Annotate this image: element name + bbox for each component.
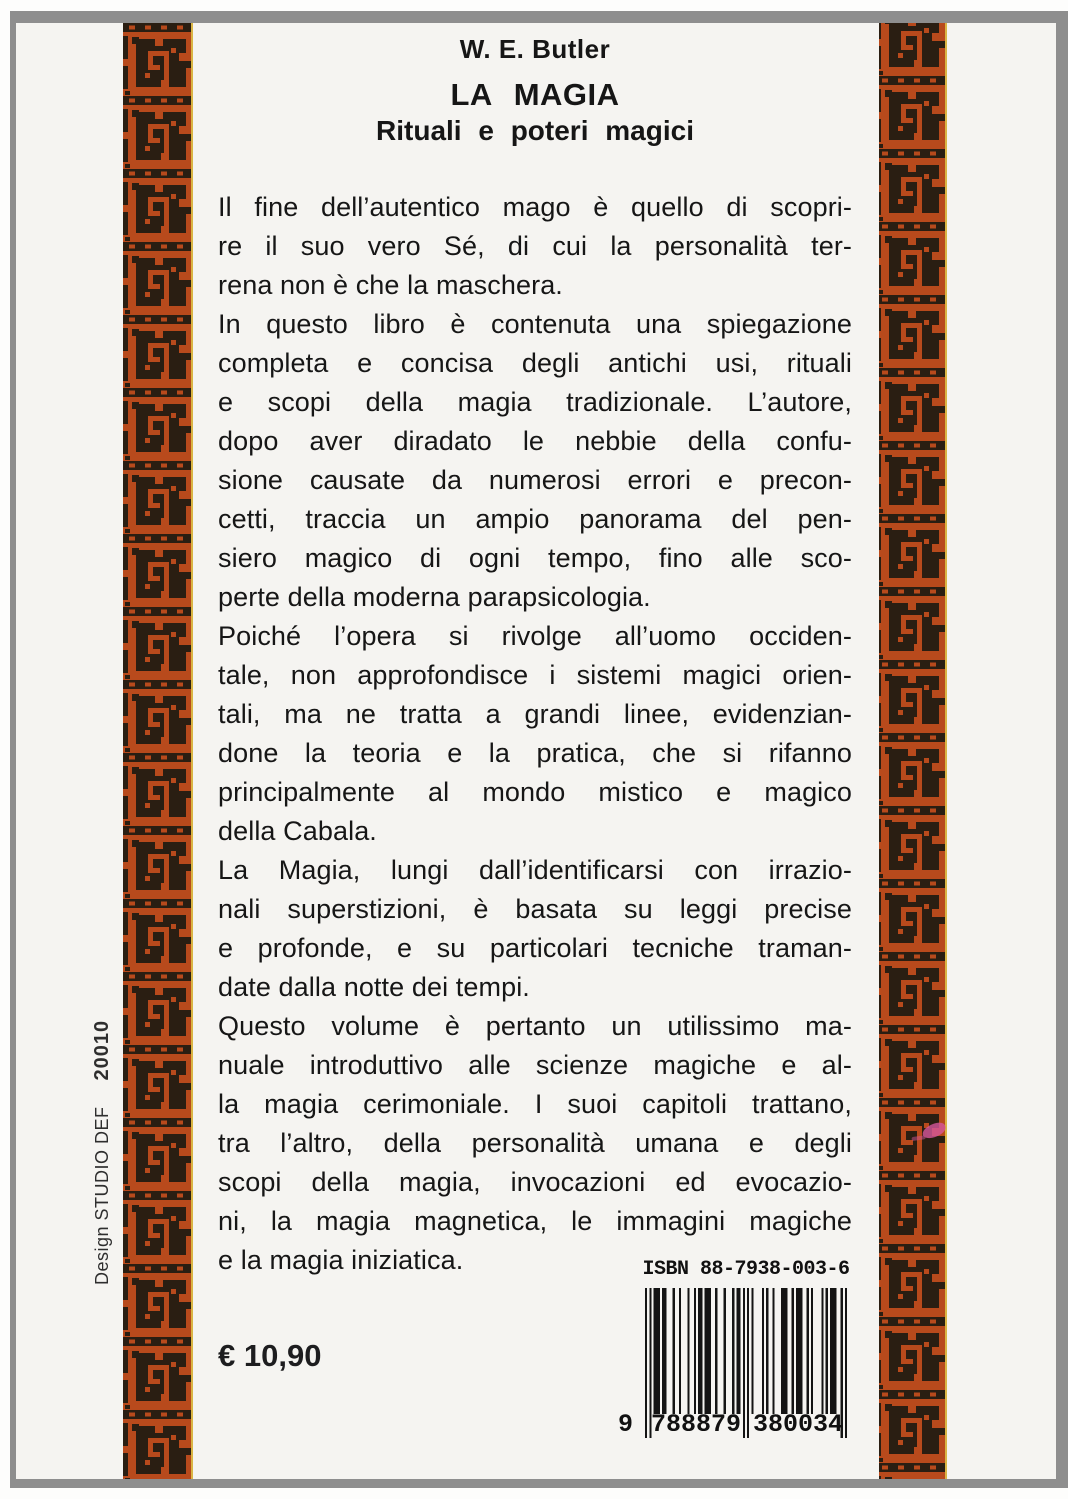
body-line: siero magico di ogni tempo, fino alle sco-	[218, 543, 852, 573]
body-line: la magia cerimoniale. I suoi capitoli trattano,	[218, 1089, 852, 1119]
book-title: LA MAGIA	[450, 77, 620, 112]
barcode-digits	[618, 1410, 843, 1439]
body-line: scopi della magia, invocazioni ed evocazio-	[218, 1167, 852, 1197]
body-line: completa e concisa degli antichi usi, rituali	[218, 348, 852, 378]
isbn-label: ISBN 88-7938-003-6	[642, 1258, 850, 1281]
body-line: ni, la magia magnetica, le immagini magiche	[218, 1206, 852, 1236]
body-line: e scopi della magia tradizionale. L’autore,	[218, 387, 852, 417]
photo-frame-bottom	[10, 1479, 1068, 1488]
body-line: sione causate da numerosi errori e precon-	[218, 465, 852, 495]
body-line: tra l’altro, della personalità umana e degli	[218, 1128, 852, 1158]
body-line: perte della moderna parapsicologia.	[218, 582, 651, 612]
body-line: principalmente al mondo mistico e magico	[218, 777, 852, 807]
body-line: rena non è che la maschera.	[218, 270, 563, 300]
body-line: tale, non approfondisce i sistemi magici orien-	[218, 660, 852, 690]
body-line: re il suo vero Sé, di cui la personalità ter-	[218, 231, 852, 261]
body-line: Il fine dell’autentico mago è quello di scopri-	[218, 192, 852, 222]
photo-frame-top	[10, 11, 1068, 23]
body-line: e profonde, e su particolari tecniche traman-	[218, 933, 852, 963]
price-label: € 10,90	[218, 1338, 322, 1373]
design-credit	[91, 1019, 115, 1285]
author-name: W. E. Butler	[459, 34, 611, 64]
body-line: date dalla notte dei tempi.	[218, 972, 530, 1002]
body-line: tali, ma ne tratta a grandi linee, evidenzian-	[218, 699, 852, 729]
body-line: cetti, traccia un ampio panorama del pen-	[218, 504, 852, 534]
body-line: done la teoria e la pratica, che si rifanno	[218, 738, 852, 768]
body-line: nali superstizioni, è basata su leggi precise	[218, 894, 852, 924]
barcode-group2: 380034	[753, 1410, 844, 1439]
body-line: della Cabala.	[218, 816, 377, 846]
book-subtitle: Rituali e poteri magici	[376, 115, 694, 146]
barcode-lead-digit: 9	[618, 1410, 634, 1439]
body-line: La Magia, lungi dall’identificarsi con irrazio-	[218, 855, 852, 885]
ornamental-border-right	[879, 23, 947, 1479]
body-line: e la magia iniziatica.	[218, 1245, 464, 1275]
body-line: Questo volume è pertanto un utilissimo ma-	[218, 1011, 852, 1041]
back-cover-blurb	[218, 188, 852, 1280]
ornamental-border-left	[123, 23, 193, 1479]
barcode-group1: 788879	[651, 1410, 742, 1439]
design-credit-text: Design STUDIO DEF	[92, 1106, 112, 1285]
body-line: dopo aver diradato le nebbie della confu-	[218, 426, 852, 456]
body-line: In questo libro è contenuta una spiegazione	[218, 309, 852, 339]
body-line: nuale introduttivo alle scienze magiche e al-	[218, 1050, 852, 1080]
body-line: Poiché l’opera si rivolge all’uomo occiden-	[218, 621, 852, 651]
design-credit-code: 20010	[91, 1019, 113, 1081]
photo-frame-right	[1056, 11, 1068, 1488]
